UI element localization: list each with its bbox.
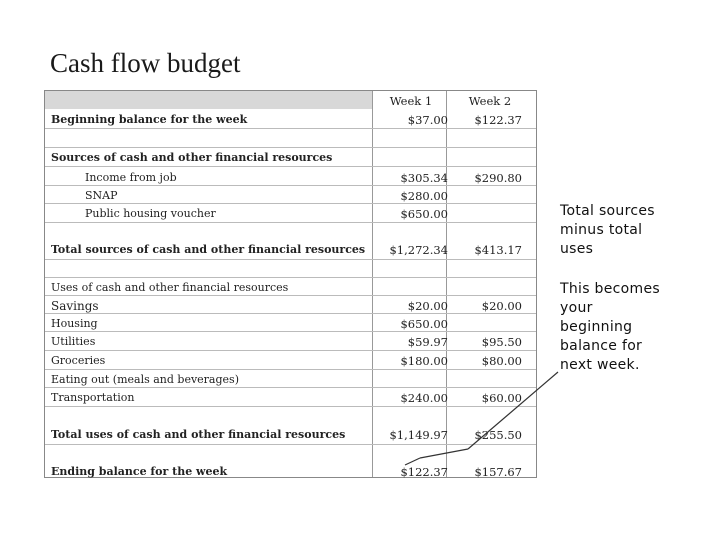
week2-value: $95.50: [481, 335, 522, 349]
week1-value: $20.00: [407, 299, 448, 313]
week1-value: $37.00: [407, 113, 448, 127]
week2-value: $20.00: [481, 299, 522, 313]
row-label: Ending balance for the week: [51, 465, 228, 478]
note-becomes-beginning: This becomes your beginning balance for next week.: [560, 281, 660, 373]
week1-value: $240.00: [400, 391, 448, 405]
week1-value: $280.00: [400, 189, 448, 203]
row-label: Income from job: [85, 171, 177, 184]
week1-value: $1,272.34: [389, 243, 448, 257]
week2-value: $60.00: [481, 391, 522, 405]
column-header-week2: Week 2: [468, 94, 512, 108]
week2-value: $255.50: [474, 428, 522, 442]
week1-value: $650.00: [400, 207, 448, 221]
row-label: Public housing voucher: [85, 207, 216, 220]
week1-value: $650.00: [400, 317, 448, 331]
row-label: Groceries: [51, 354, 106, 367]
row-label: Utilities: [51, 335, 96, 348]
row-label: Total sources of cash and other financial resources: [51, 243, 366, 256]
column-header-week1: Week 1: [389, 94, 433, 108]
row-label: Total uses of cash and other financial resources: [51, 428, 346, 441]
row-label: Savings: [51, 299, 99, 313]
note-sources-minus-uses: Total sources minus total uses: [560, 203, 655, 257]
row-label: Beginning balance for the week: [51, 113, 248, 126]
row-label: SNAP: [85, 189, 118, 202]
week1-value: $59.97: [407, 335, 448, 349]
week2-value: $122.37: [474, 113, 522, 127]
row-label: Sources of cash and other financial resources: [51, 151, 333, 164]
page-title: Cash flow budget: [50, 48, 241, 78]
row-label: Uses of cash and other financial resources: [51, 281, 289, 294]
week1-value: $180.00: [400, 354, 448, 368]
week2-value: $80.00: [481, 354, 522, 368]
week2-value: $290.80: [474, 171, 522, 185]
week1-value: $122.37: [400, 465, 448, 479]
week1-value: $1,149.97: [389, 428, 448, 442]
row-label: Transportation: [51, 391, 135, 404]
week2-value: $413.17: [474, 243, 522, 257]
row-label: Eating out (meals and beverages): [51, 373, 239, 386]
week1-value: $305.34: [400, 171, 448, 185]
week2-value: $157.67: [474, 465, 522, 479]
row-label: Housing: [51, 317, 98, 330]
